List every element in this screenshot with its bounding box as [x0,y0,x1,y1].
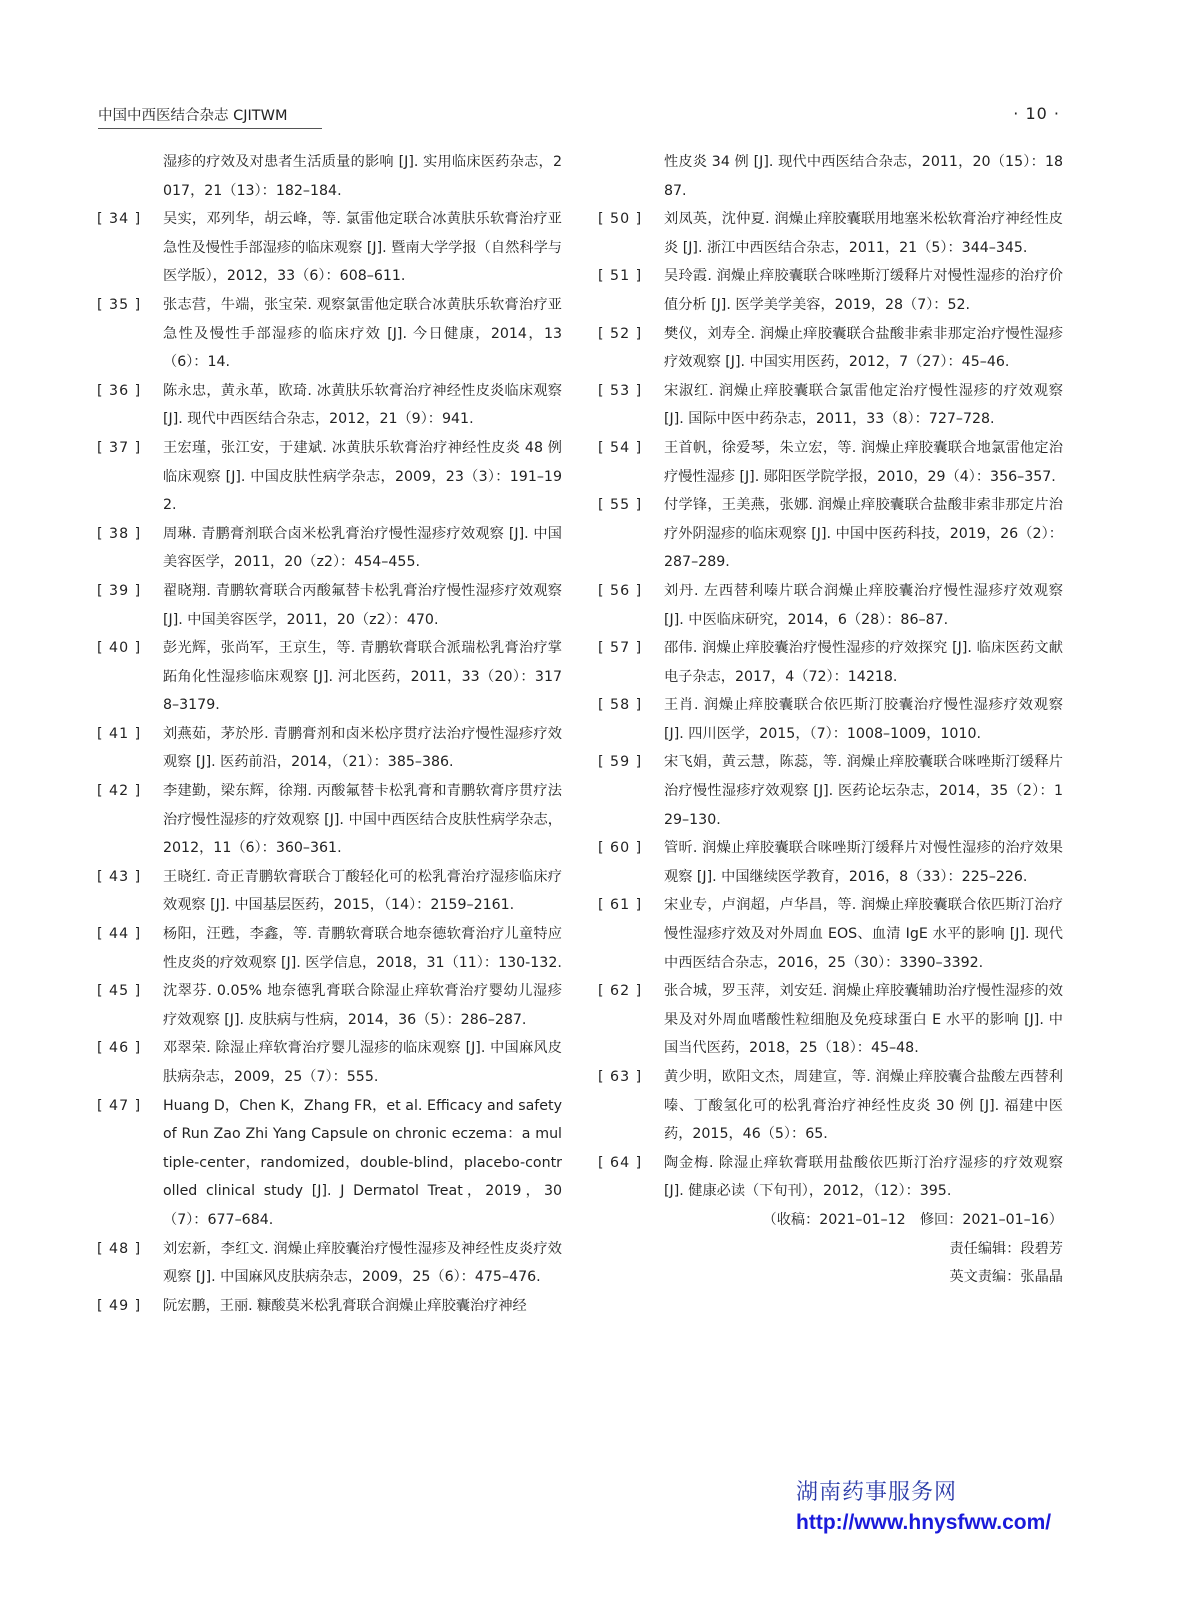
reference-item [97,634,562,720]
reference-item [598,691,1063,748]
reference-text: 张志营，牛端，张宝荣. 观察氯雷他定联合冰黄肤乐软膏治疗亚急性及慢性手部湿疹的临床疗效 [J]. 今日健康，2014，13（6）：14. [163,296,562,371]
reference-item [598,891,1063,977]
header-rule [98,128,322,129]
reference-number: [ 59 ] [598,754,643,771]
reference-item [97,777,562,863]
left-column [97,148,562,1320]
reference-number: [ 43 ] [97,868,142,885]
reference-number: [ 52 ] [598,325,643,342]
reference-text: 王晓红. 奇正青鹏软膏联合丁酸轻化可的松乳膏治疗湿疹临床疗效观察 [J]. 中国基层医药，2015，（14）：2159–2161. [163,868,562,914]
reference-text: 刘丹. 左西替利嗪片联合润燥止痒胶囊治疗慢性湿疹疗效观察 [J]. 中医临床研究，2014，6（28）：86–87. [664,582,1063,628]
reference-item [598,1149,1063,1206]
reference-text: 王宏瑾，张江安，于建斌. 冰黄肤乐软膏治疗神经性皮炎 48 例临床观察 [J]. 中国皮肤性病学杂志，2009，23（3）：191–192. [163,439,562,514]
reference-text: 彭光辉，张尚军，王京生，等. 青鹏软膏联合派瑞松乳膏治疗掌跖角化性湿疹临床观察 [J]. 河北医药，2011，33（20）：3178–3179. [163,640,562,714]
reference-number: [ 47 ] [97,1097,142,1114]
responsible-editor: 责任编辑：段碧芳 [949,1240,1063,1257]
reference-number: [ 49 ] [97,1297,142,1314]
reference-item [598,377,1063,434]
reference-text: 王首帆，徐爱琴，朱立宏，等. 润燥止痒胶囊联合地氯雷他定治疗慢性湿疹 [J]. 郧阳医学院学报，2010，29（4）：356–357. [664,439,1063,485]
reference-text: 陈永忠，黄永革，欧琦. 冰黄肤乐软膏治疗神经性皮炎临床观察 [J]. 现代中西医结合杂志，2012，21（9）：941. [163,382,562,428]
reference-number: [ 35 ] [97,296,142,313]
reference-number: [ 36 ] [97,382,142,399]
reference-number: [ 64 ] [598,1154,643,1171]
reference-item [97,434,562,520]
reference-number: [ 41 ] [97,725,142,742]
reference-text: 阮宏鹏，王丽. 糠酸莫米松乳膏联合润燥止痒胶囊治疗神经 [163,1297,527,1314]
reference-number: [ 48 ] [97,1240,142,1257]
reference-item [97,291,562,377]
reference-text: 陶金梅. 除湿止痒软膏联用盐酸依匹斯汀治疗湿疹的疗效观察 [J]. 健康必读（下旬刊），2012，（12）：395. [664,1154,1063,1200]
reference-item [97,1034,562,1091]
reference-number: [ 51 ] [598,268,643,285]
reference-item [97,1092,562,1235]
reference-text: 周琳. 青鹏膏剂联合卤米松乳膏治疗慢性湿疹疗效观察 [J]. 中国美容医学，2011，20（z2）：454–455. [163,525,562,571]
reference-number: [ 57 ] [598,640,643,657]
reference-number: [ 46 ] [97,1040,142,1057]
reference-number: [ 54 ] [598,439,643,456]
reference-number: [ 39 ] [97,582,142,599]
reference-text: 沈翠芬. 0.05% 地奈德乳膏联合除湿止痒软膏治疗婴幼儿湿疹疗效观察 [J]. 皮肤病与性病，2014，36（5）：286–287. [163,983,562,1028]
reference-item [97,977,562,1034]
journal-header: 中国中西医结合杂志 CJITWM [98,108,288,124]
reference-text: 宋飞娟，黄云慧，陈蕊，等. 润燥止痒胶囊联合咪唑斯汀缓释片治疗慢性湿疹疗效观察 [J]. 医药论坛杂志，2014，35（2）：129–130. [664,754,1063,828]
reference-number: [ 37 ] [97,439,142,456]
reference-text: 吴实，邓列华，胡云峰，等. 氯雷他定联合冰黄肤乐软膏治疗亚急性及慢性手部湿疹的临床观察 [J]. 暨南大学学报（自然科学与医学版），2012，33（6）：608–611. [163,211,562,285]
reference-number: [ 60 ] [598,840,643,857]
reference-text: 刘宏新，李红文. 润燥止痒胶囊治疗慢性湿疹及神经性皮炎疗效观察 [J]. 中国麻风皮肤病杂志，2009，25（6）：475–476. [163,1240,562,1286]
reference-item [598,748,1063,834]
reference-text: 宋业专，卢润超，卢华昌，等. 润燥止痒胶囊联合依匹斯汀治疗慢性湿疹疗效及对外周血 EOS、血清 IgE 水平的影响 [J]. 现代中西医结合杂志，2016，25（30）：3390–3392. [664,897,1063,971]
reference-number: [ 42 ] [97,783,142,800]
reference-number: [ 62 ] [598,983,643,1000]
reference-number: [ 50 ] [598,211,643,228]
reference-continuation: 湿疹的疗效及对患者生活质量的影响 [J]. 实用临床医药杂志，2017，21（13）：182–184. [163,154,562,199]
reference-text: 李建勤，梁东辉，徐翔. 丙酸氟替卡松乳膏和青鹏软膏序贯疗法治疗慢性湿疹的疗效观察 [J]. 中国中西医结合皮肤性病学杂志，2012，11（6）：360–361. [163,783,562,857]
reference-item [598,320,1063,377]
reference-list [97,205,562,1320]
right-column [598,148,1063,1292]
reference-item [598,634,1063,691]
reference-item [97,1235,562,1292]
reference-text: 邓翠荣. 除湿止痒软膏治疗婴儿湿疹的临床观察 [J]. 中国麻风皮肤病杂志，2009，25（7）：555. [163,1040,562,1085]
english-editor: 英文责编：张晶晶 [949,1269,1063,1286]
reference-text: 吴玲霞. 润燥止痒胶囊联合咪唑斯汀缓释片对慢性湿疹的治疗价值分析 [J]. 医学美学美容，2019，28（7）：52. [664,268,1063,313]
reference-item [97,863,562,920]
reference-text: 刘凤英，沈仲夏. 润燥止痒胶囊联用地塞米松软膏治疗神经性皮炎 [J]. 浙江中西医结合杂志，2011，21（5）：344–345. [664,211,1063,256]
reference-item [97,205,562,291]
reference-number: [ 34 ] [97,211,142,228]
reference-item [598,434,1063,491]
reference-text: 邵伟. 润燥止痒胶囊治疗慢性湿疹的疗效探究 [J]. 临床医药文献电子杂志，2017，4（72）：14218. [664,640,1063,685]
reference-item [97,577,562,634]
reference-item [97,720,562,777]
reference-text: 黄少明，欧阳文杰，周建宣，等. 润燥止痒胶囊合盐酸左西替利嗪、丁酸氢化可的松乳膏治疗神经性皮炎 30 例 [J]. 福建中医药，2015，46（5）：65. [664,1069,1063,1143]
reference-text: 张合城，罗玉萍，刘安廷. 润燥止痒胶囊辅助治疗慢性湿疹的效果及对外周血嗜酸性粒细胞及免疫球蛋白 E 水平的影响 [J]. 中国当代医药，2018，25（18）：45–48. [664,983,1063,1057]
reference-item [598,834,1063,891]
reference-text: 刘燕茹，茅於彤. 青鹏膏剂和卤米松序贯疗法治疗慢性湿疹疗效观察 [J]. 医药前沿，2014，（21）：385–386. [163,725,562,771]
reference-item [97,1292,562,1321]
reference-number: [ 45 ] [97,983,142,1000]
reference-item [598,491,1063,577]
watermark [796,1478,1051,1538]
reference-number: [ 63 ] [598,1069,643,1085]
reference-text: 付学锋，王美燕，张娜. 润燥止痒胶囊联合盐酸非索非那定片治疗外阴湿疹的临床观察 [J]. 中国中医药科技，2019，26（2）：287–289. [664,497,1063,571]
watermark-site-name: 湖南药事服务网 [796,1480,958,1505]
reference-item [598,262,1063,319]
reference-number: [ 44 ] [97,926,142,943]
reference-number: [ 56 ] [598,582,643,599]
reference-item [97,377,562,434]
reference-text: 翟晓翔. 青鹏软膏联合丙酸氟替卡松乳膏治疗慢性湿疹疗效观察 [J]. 中国美容医学，2011，20（z2）：470. [163,582,562,628]
reference-text: 樊仪，刘寿全. 润燥止痒胶囊联合盐酸非索非那定治疗慢性湿疹疗效观察 [J]. 中国实用医药，2012，7（27）：45–46. [664,325,1063,371]
reference-number: [ 55 ] [598,497,643,514]
reference-number: [ 40 ] [97,640,142,657]
reference-text: 杨阳，汪甦，李鑫，等. 青鹏软膏联合地奈德软膏治疗儿童特应性皮炎的疗效观察 [J]. 医学信息，2018，31（11）：130-132. [163,926,562,971]
watermark-url[interactable]: http://www.hnysfww.com/ [796,1511,1052,1534]
reference-item [97,520,562,577]
page-number: · 10 · [1013,104,1060,123]
reference-item [598,577,1063,634]
reference-text: Huang D，Chen K，Zhang FR，et al. Efficacy and safety of Run Zao Zhi Yang Capsule on chronic eczema：a multiple-center，randomized，double-blind，placebo-controlled clinical study [J]. J Dermatol Treat，2019，30（7）：677–684. [163,1097,562,1228]
reference-item [598,205,1063,262]
reference-item [598,1063,1063,1149]
reference-number: [ 38 ] [97,525,142,542]
reference-number: [ 61 ] [598,897,643,914]
reference-text: 宋淑红. 润燥止痒胶囊联合氯雷他定治疗慢性湿疹的疗效观察 [J]. 国际中医中药杂志，2011，33（8）：727–728. [664,382,1063,428]
reference-text: 管昕. 润燥止痒胶囊联合咪唑斯汀缓释片对慢性湿疹的治疗效果观察 [J]. 中国继续医学教育，2016，8（33）：225–226. [664,840,1063,885]
reference-number: [ 58 ] [598,697,643,714]
reference-continuation: 性皮炎 34 例 [J]. 现代中西医结合杂志，2011，20（15）：1887. [664,154,1063,199]
reference-list [598,205,1063,1206]
reference-item [598,977,1063,1063]
reference-number: [ 53 ] [598,382,643,399]
received-dates: （收稿：2021–01–12 修回：2021–01–16） [762,1211,1063,1228]
reference-text: 王肖. 润燥止痒胶囊联合依匹斯汀胶囊治疗慢性湿疹疗效观察 [J]. 四川医学，2015，（7）：1008–1009，1010. [664,697,1063,742]
reference-item [97,920,562,977]
